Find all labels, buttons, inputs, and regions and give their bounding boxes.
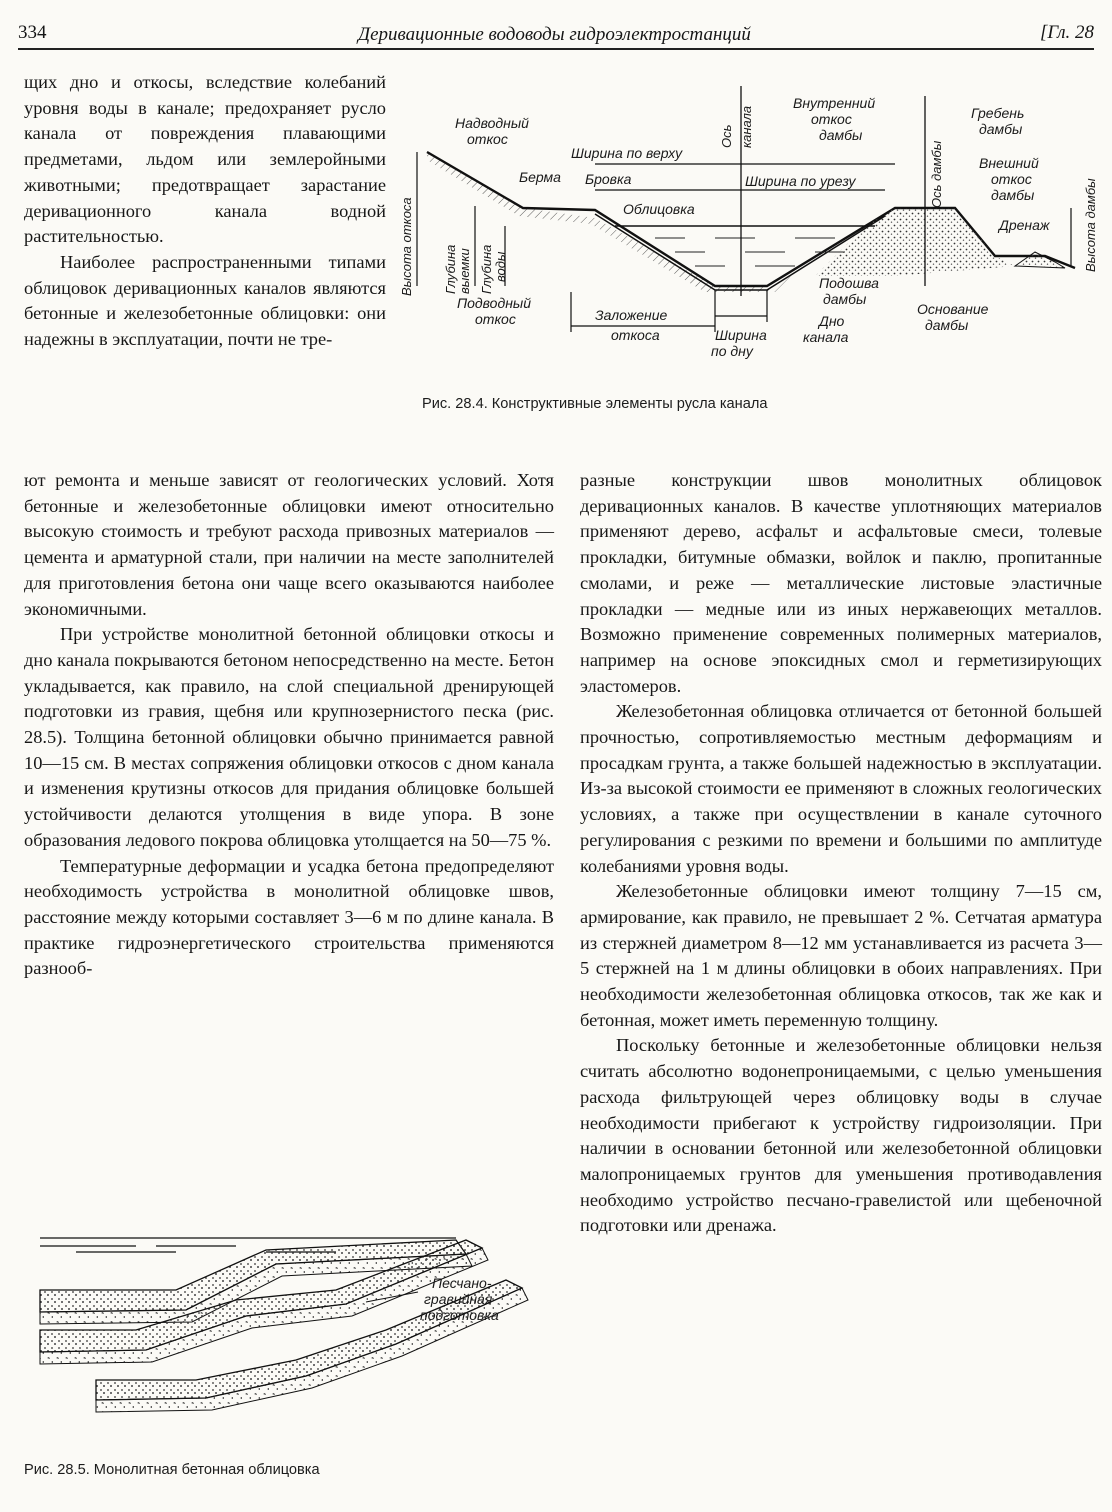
paragraph: щих дно и откосы, вследствие колебаний уровня воды в канале; предохраняет русло канала от повреждения плавающими предметами, льдом или землеройными животными; предотвращает зарастание деривационного канала водной растительностью. bbox=[24, 72, 386, 247]
label-podoshva: дамбы bbox=[823, 291, 867, 307]
paragraph: Температурные деформации и усадка бетона предопределяют необходимость устройства в монолитной облицовке швов, расстояние между которыми составляет 3—6 м по длине канала. В практике гидроэнергетического строительства применяются разнооб- bbox=[24, 855, 554, 979]
label-glubina-vyemki: выемки bbox=[457, 248, 472, 294]
label-shirina-dno: Ширина bbox=[715, 327, 767, 343]
label-osnovanie: дамбы bbox=[925, 317, 969, 333]
chapter-label: [Гл. 28 bbox=[1040, 22, 1094, 43]
running-title: Деривационные водоводы гидроэлектростанций bbox=[358, 24, 751, 45]
gravel-label: подготовка bbox=[420, 1307, 499, 1323]
header-rule bbox=[18, 48, 1094, 50]
label-os-kanala: Ось bbox=[719, 124, 734, 148]
label-vneshny: дамбы bbox=[991, 187, 1035, 203]
label-os-kanala: канала bbox=[739, 105, 754, 148]
label-greben: дамбы bbox=[979, 121, 1023, 137]
label-brovka: Бровка bbox=[585, 171, 632, 187]
water-waves bbox=[655, 238, 845, 266]
paragraph: разные конструкции швов монолитных облицовок деривационных каналов. В качестве уплотняющих материалов применяют дерево, асфальт и асфальтовые смеси, толевые прокладки, битумные обмазки, войлок и паклю, пропитанные смолами, и реже — металлические листовые эластичные прокладки — медные или из иных нержавеющих металлов. Возможно применение современных полимерных материалов, например на основе эпоксидных смол и герметизирующих эластомеров. bbox=[580, 470, 1102, 696]
label-vnutr-otkos: Внутренний bbox=[793, 95, 876, 111]
paragraph: Железобетонные облицовки имеют толщину 7—15 см, армирование, как правило, не превышает 2 %. Сетчатая арматура из стержней диаметром 8—12 мм устанавливается из расчета 3—5 стержней на 1 м длины облицовки в обоих направлениях. При необходимости железобетонная облицовка откосов, так же как и бетонная, может иметь переменную толщину. bbox=[580, 881, 1102, 1030]
figure-caption: Рис. 28.5. Монолитная бетонная облицовка bbox=[24, 1462, 320, 1478]
label-vnutr-otkos: дамбы bbox=[819, 127, 863, 143]
label-vnutr-otkos: откос bbox=[811, 111, 852, 127]
gravel-label: Песчано- bbox=[432, 1275, 492, 1291]
figure-caption: Рис. 28.4. Конструктивные элементы русла канала bbox=[422, 396, 768, 412]
label-dno: Дно bbox=[819, 313, 845, 329]
label-dno: канала bbox=[803, 329, 849, 345]
dam-body bbox=[815, 208, 1015, 276]
label-vysota-damby: Высота дамбы bbox=[1083, 178, 1098, 272]
label-shirina-verh: Ширина по верху bbox=[571, 145, 683, 161]
label-berma: Берма bbox=[519, 169, 561, 185]
paragraph: При устройстве монолитной бетонной облицовки откосы и дно канала покрываются бетоном непосредственно на месте. Бетон укладывается, как правило, на слой специальной дренирующей подготовки из гравия, щебня или крупнозернистого песка (рис. 28.5). Толщина бетонной облицовки обычно принимается равной 10—15 см. В местах сопряжения облицовки откосов с дном канала и изменения крутизны откосов для придания облицовке большей устойчивости делаются утолщения в виде упора. В зоне образования ледового покрова облицовка утолщается на 50—75 %. bbox=[24, 624, 554, 850]
label-vysota-otkosa: Высота откоса bbox=[399, 197, 414, 296]
label-podvodny: откос bbox=[475, 311, 516, 327]
label-zalozhenie: откоса bbox=[611, 327, 660, 343]
paragraph: Железобетонная облицовка отличается от бетонной большей прочностью, сопротивляемостью местным деформациям и просадкам грунта, а также большей надежностью в эксплуатации. Из-за высокой стоимости ее применяют в сложных геологических условиях, а также при осуществлении в канале суточного регулирования с резкими по времени и большими по амплитуде колебаниями уровня воды. bbox=[580, 701, 1102, 876]
label-glubina-vody: воды bbox=[493, 251, 508, 282]
column1-top-text bbox=[24, 70, 386, 353]
label-podoshva: Подошва bbox=[819, 275, 879, 291]
paragraph: ют ремонта и меньше зависят от геологических условий. Хотя бетонные и железобетонные облицовки имеют относительно высокую стоимость и требуют расхода привозных материалов — цемента и арматурной стали, при наличии на месте заполнителей для приготовления бетона они чаще всего оказываются наиболее экономичными. bbox=[24, 470, 554, 619]
page-number: 334 bbox=[18, 22, 47, 43]
label-nadvodny: откос bbox=[467, 131, 508, 147]
label-shirina-dno: по дну bbox=[711, 343, 753, 359]
label-nadvodny: Надводный bbox=[455, 115, 529, 131]
page-header bbox=[18, 18, 1094, 48]
paragraph: Поскольку бетонные и железобетонные облицовки нельзя считать абсолютно водонепроницаемыми, с целью уменьшения расхода фильтрующей через облицовку воды в случае необходимости прибегают к устройству гидроизоляции. При наличии в основании бетонной или железобетонной облицовки малопроницаемых грунтов для уменьшения противодавления необходимо устройство песчано-гравелистой или щебеночной подготовки или дренажа. bbox=[580, 1035, 1102, 1236]
label-glubina-vyemki: Глубина bbox=[443, 244, 458, 294]
column2-text bbox=[580, 468, 1102, 1239]
label-vneshny: Внешний bbox=[979, 155, 1039, 171]
label-oblitsovka: Облицовка bbox=[623, 201, 695, 217]
figure-concrete-lining bbox=[36, 1220, 536, 1450]
label-os-damby: Ось дамбы bbox=[929, 140, 944, 208]
label-greben: Гребень bbox=[971, 105, 1025, 121]
paragraph: Наиболее распространенными типами облицовок деривационных каналов являются бетонные и железобетонные облицовки: они надежны в эксплуатации, почти не тре- bbox=[24, 251, 386, 350]
label-osnovanie: Основание bbox=[917, 301, 989, 317]
label-vneshny: откос bbox=[991, 171, 1032, 187]
column1-main-text bbox=[24, 468, 554, 982]
label-podvodny: Подводный bbox=[457, 295, 531, 311]
label-glubina-vody: Глубина bbox=[479, 244, 494, 294]
label-zalozhenie: Заложение bbox=[595, 307, 668, 323]
label-shirina-urez: Ширина по урезу bbox=[745, 173, 856, 189]
gravel-label: гравийная bbox=[424, 1291, 493, 1307]
figure-canal-cross-section bbox=[395, 86, 1105, 392]
label-drenazh: Дренаж bbox=[999, 217, 1050, 233]
